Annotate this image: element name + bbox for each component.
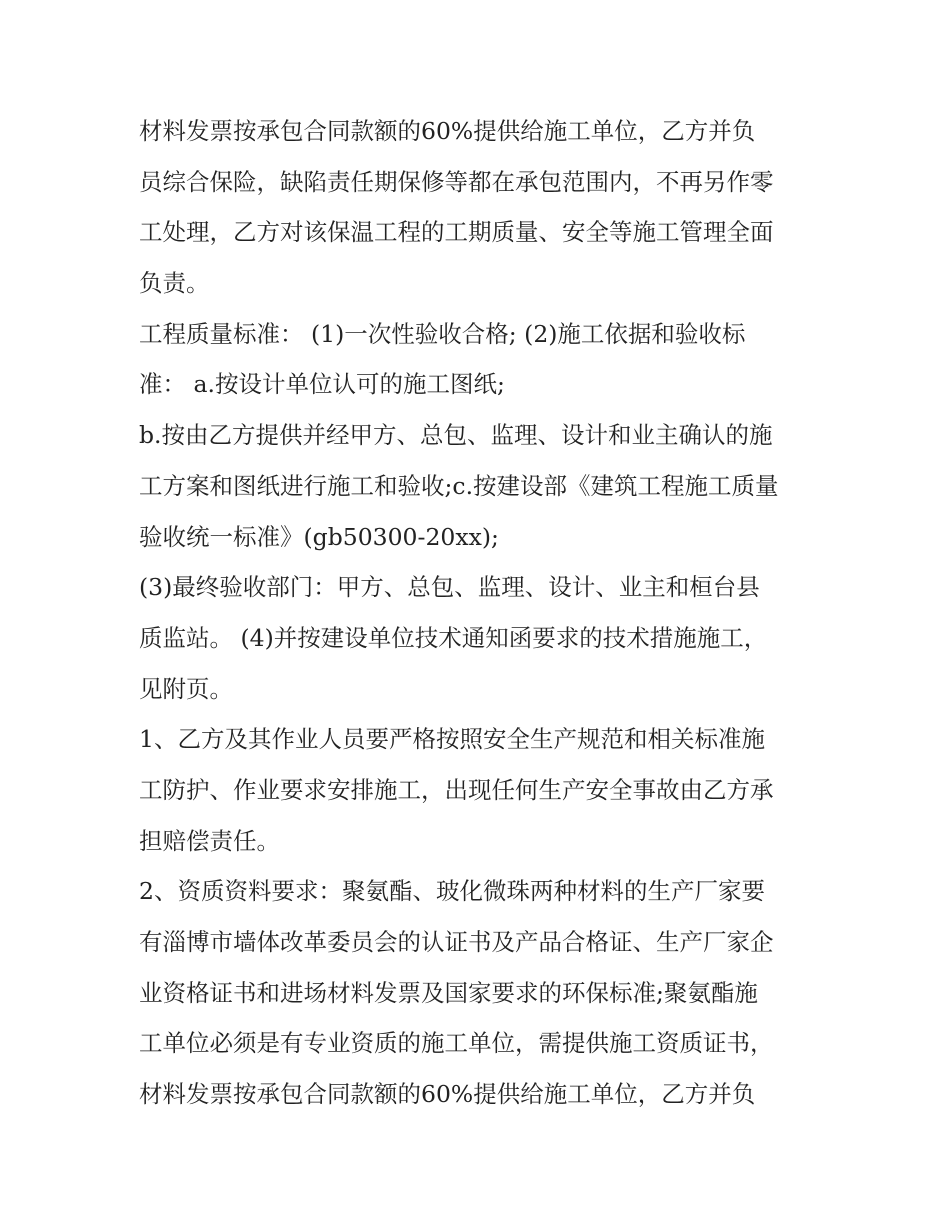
text-line: 见附页。 (139, 674, 233, 703)
text-line: 1、乙方及其作业人员要严格按照安全生产规范和相关标准施 (139, 725, 765, 754)
text-line: 有淄博市墙体改革委员会的认证书及产品合格证、生产厂家企 (139, 928, 774, 956)
text-line: 材料发票按承包合同款额的60%提供给施工单位，乙方并负 (139, 117, 756, 145)
text-line: 负责。 (139, 269, 210, 298)
text-line: 验收统一标准》(gb50300-20xx); (139, 522, 499, 551)
text-line: (3)最终验收部门：甲方、总包、监理、设计、业主和桓台县 (139, 573, 760, 602)
text-line: 质监站。 (4)并按建设单位技术通知函要求的技术措施施工， (139, 623, 768, 652)
text-line: 担赔偿责任。 (139, 826, 280, 855)
document-body (139, 106, 819, 1120)
text-line: 材料发票按承包合同款额的60%提供给施工单位，乙方并负 (139, 1080, 756, 1109)
text-line: 准： a.按设计单位认可的施工图纸; (139, 370, 505, 399)
text-line: 工方案和图纸进行施工和验收;c.按建设部《建筑工程施工质量 (139, 471, 779, 500)
text-line: 业资格证书和进场材料发票及国家要求的环保标准;聚氨酯施 (139, 978, 758, 1007)
text-line: b.按由乙方提供并经甲方、总包、监理、设计和业主确认的施 (139, 421, 773, 450)
text-line: 工处理，乙方对该保温工程的工期质量、安全等施工管理全面 (139, 218, 774, 247)
text-line: 工单位必须是有专业资质的施工单位，需提供施工资质证书， (139, 1029, 774, 1058)
text-line: 2、资质资料要求：聚氨酯、玻化微珠两种材料的生产厂家要 (139, 877, 765, 906)
text-line: 员综合保险，缺陷责任期保修等都在承包范围内，不再另作零 (139, 167, 774, 196)
text-line: 工程质量标准： (1)一次性验收合格; (2)施工依据和验收标 (139, 319, 746, 348)
text-line: 工防护、作业要求安排施工，出现任何生产安全事故由乙方承 (139, 775, 774, 804)
